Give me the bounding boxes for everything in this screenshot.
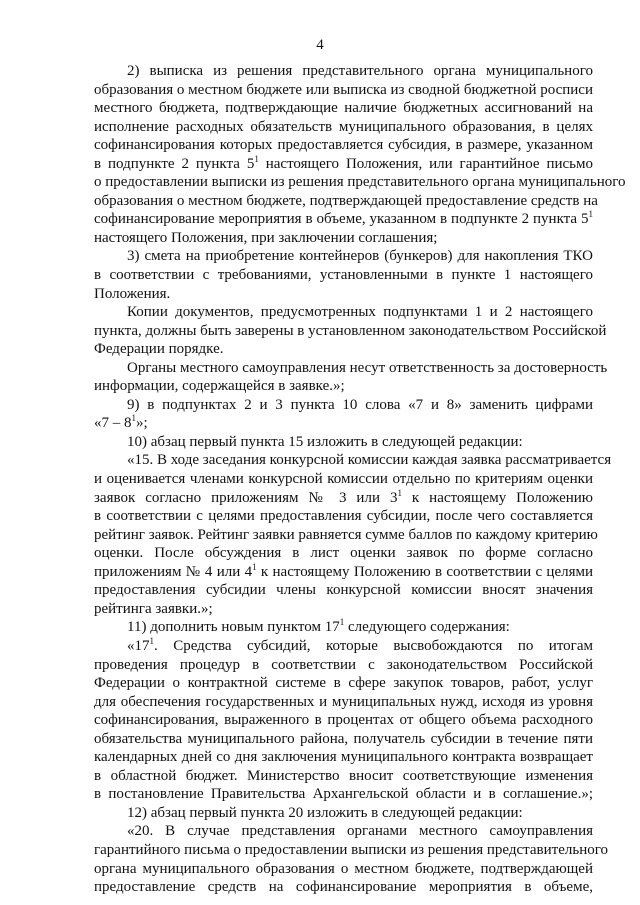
line-text: в постановление Правительства Архангельской области и в соглашение.»; xyxy=(94,786,593,803)
line-text-after: к настоящему Положению xyxy=(401,489,593,506)
line-text: гарантийного письма о предоставлении выписки из решения представительного xyxy=(94,841,609,858)
line-text: 11) дополнить новым пунктом 17 xyxy=(127,619,340,636)
text-line xyxy=(94,285,593,304)
text-line xyxy=(94,247,593,266)
line-text: образования о местном бюджете или выписка из сводной бюджетной росписи xyxy=(94,81,593,98)
text-line xyxy=(94,322,607,341)
text-line xyxy=(94,99,593,118)
line-text: «17 xyxy=(127,637,150,654)
text-line xyxy=(94,303,593,322)
line-text: в подпункте 2 пункта 5 xyxy=(94,155,255,172)
line-text: софинансирование мероприятия в объеме, указанном в подпункте 2 пункта 5 xyxy=(94,211,589,228)
text-line xyxy=(94,210,593,229)
text-line xyxy=(94,878,593,897)
line-text: 3) смета на приобретение контейнеров (бункеров) для накопления ТКО xyxy=(127,248,593,265)
line-text: в соответствии с требованиями, установленными в пункте 1 настоящего xyxy=(94,267,593,284)
text-line xyxy=(94,173,626,192)
text-line xyxy=(94,229,593,248)
line-text: 2) выписка из решения представительного органа муниципального xyxy=(127,63,593,79)
text-line xyxy=(94,674,593,693)
text-line xyxy=(94,822,593,841)
line-text: рейтинг заявок. Рейтинг заявки равняется сумме баллов по каждому критерию xyxy=(94,526,598,543)
line-text: пункта, должны быть заверены в установленном законодательством Российской xyxy=(94,322,607,339)
line-text: о предоставлении выписки из решения представительного органа муниципального xyxy=(94,174,626,191)
line-text: исполнение расходных обязательств муниципального образования, в целях xyxy=(94,118,593,135)
line-text: 12) абзац первый пункта 20 изложить в следующей редакции: xyxy=(127,804,523,821)
line-text: информации, содержащейся в заявке.»; xyxy=(94,378,345,395)
line-text: в областной бюджет. Министерство вносит соответствующие изменения xyxy=(94,767,593,784)
text-line xyxy=(94,118,593,137)
line-text: «15. В ходе заседания конкурсной комиссии каждая заявка рассматривается xyxy=(127,452,612,469)
line-text: настоящего Положения, при заключении соглашения; xyxy=(94,229,438,246)
text-line xyxy=(94,470,593,489)
superscript: 1 xyxy=(588,209,593,220)
superscript: 1 xyxy=(339,617,345,628)
text-line xyxy=(94,785,593,804)
text-line xyxy=(94,656,593,675)
line-text: обязательства муниципального района, получатель субсидии в течение пяти xyxy=(94,730,593,747)
text-line xyxy=(94,489,593,508)
text-line xyxy=(94,767,593,786)
line-text: органа муниципального образования о местном бюджете, подтверждающей xyxy=(94,860,593,877)
text-line xyxy=(94,804,593,823)
line-text: и оценивается членами конкурсной комиссии отдельно по критериям оценки xyxy=(94,471,593,488)
line-text-after: к настоящему Положению в соответствии с целями xyxy=(256,563,594,580)
line-text-after: настоящего Положения, или гарантийное письмо xyxy=(258,155,593,172)
text-line xyxy=(94,581,593,600)
line-text: «7 – 8 xyxy=(94,415,132,432)
line-text: софинансирования, выраженного в процентах от общего объема расходного xyxy=(94,712,593,729)
superscript: 1 xyxy=(131,413,136,424)
text-line xyxy=(94,396,593,415)
text-line xyxy=(94,507,593,526)
text-line xyxy=(94,526,598,545)
line-text: оценки. После обсуждения в лист оценки заявок по форме согласно xyxy=(94,545,593,562)
line-text: предоставления субсидии члены конкурсной комиссии вносят значения xyxy=(94,582,593,599)
text-line xyxy=(94,359,608,378)
superscript: 1 xyxy=(397,487,402,498)
document-body xyxy=(94,62,626,897)
text-line xyxy=(94,155,593,174)
line-text: «20. В случае представления органами местного самоуправления xyxy=(127,823,593,840)
text-line xyxy=(94,62,593,81)
line-text: для обеспечения государственных и муниципальных нужд, исходя из уровня xyxy=(94,693,593,710)
line-text: 10) абзац первый пункта 15 изложить в следующей редакции: xyxy=(127,433,523,450)
line-text: рейтинга заявки.»; xyxy=(94,600,213,617)
text-line xyxy=(94,433,593,452)
superscript: 1 xyxy=(149,635,154,646)
line-text: заявок согласно приложениям № 3 или 3 xyxy=(94,489,398,506)
line-text: проведения процедур в соответствии с законодательством Российской xyxy=(94,656,593,673)
line-text: приложениям № 4 или 4 xyxy=(94,563,253,580)
superscript: 1 xyxy=(254,153,259,164)
line-text: Копии документов, предусмотренных подпунктами 1 и 2 настоящего xyxy=(127,304,593,321)
text-line xyxy=(94,600,593,619)
superscript: 1 xyxy=(252,561,257,572)
text-line xyxy=(94,266,593,285)
text-line xyxy=(94,563,593,582)
line-text-after: . Средства субсидий, которые высвобождаются по итогам xyxy=(154,637,593,654)
line-text: Положения. xyxy=(94,285,171,302)
text-line xyxy=(94,637,593,656)
line-text: календарных дней со дня заключения муниципального контракта возвращает xyxy=(94,749,593,766)
text-line xyxy=(94,841,609,860)
text-line xyxy=(94,81,593,100)
line-text: образования о местном бюджете, подтверждающей предоставление средств на xyxy=(94,192,598,209)
text-line xyxy=(94,544,593,563)
text-line xyxy=(94,711,593,730)
text-line xyxy=(94,136,593,155)
text-line xyxy=(94,451,612,470)
page-number: 4 xyxy=(316,37,324,53)
text-line xyxy=(94,748,593,767)
line-text: софинансирования которых предоставляется субсидия, в размере, указанном xyxy=(94,137,593,154)
line-text: Федерации порядке. xyxy=(94,341,224,358)
text-line xyxy=(94,414,593,433)
line-text: предоставление средств на софинансирование мероприятия в объеме, xyxy=(94,879,593,896)
line-text-after: следующего содержания: xyxy=(344,619,510,636)
text-line xyxy=(94,618,593,637)
text-line xyxy=(94,377,593,396)
line-text: Федерации о контрактной системе в сфере закупок товаров, работ, услуг xyxy=(94,675,593,692)
text-line xyxy=(94,730,593,749)
text-line xyxy=(94,693,593,712)
line-text: местного бюджета, подтверждающие наличие бюджетных ассигнований на xyxy=(94,100,593,117)
line-text: в соответствии с целями предоставления субсидии, после чего составляется xyxy=(94,508,593,525)
text-line xyxy=(94,192,598,211)
text-line xyxy=(94,340,593,359)
text-line xyxy=(94,860,593,879)
line-text: 9) в подпунктах 2 и 3 пункта 10 слова «7 и 8» заменить цифрами xyxy=(127,396,593,413)
line-text-after: »; xyxy=(136,415,148,432)
line-text: Органы местного самоуправления несут ответственность за достоверность xyxy=(127,359,608,376)
